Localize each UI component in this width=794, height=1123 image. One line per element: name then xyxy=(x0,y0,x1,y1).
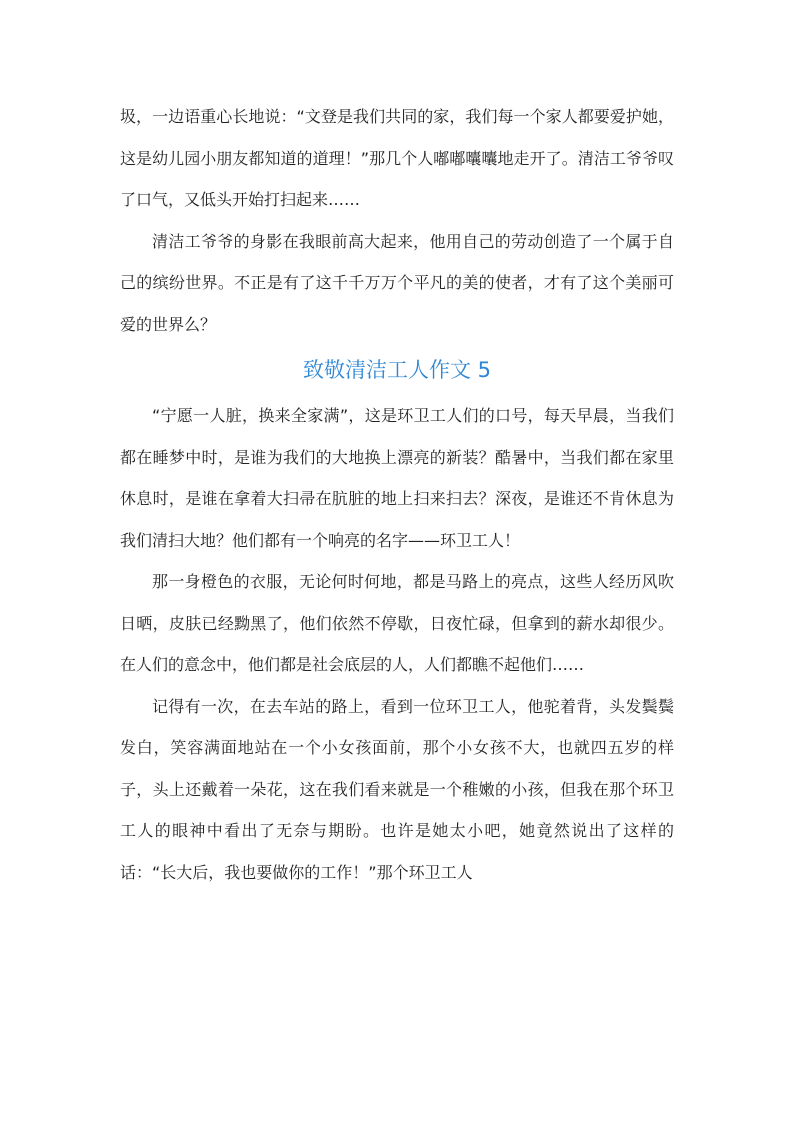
paragraph-continuation: 圾，一边语重心长地说：“文登是我们共同的家，我们每一个家人都要爱护她，这是幼儿园小朋友都知道的道理！”那几个人嘟嘟囔囔地走开了。清洁工爷爷叹了口气，又低头开始打扫起来…… xyxy=(120,107,674,209)
paragraph: 记得有一次，在去车站的路上，看到一位环卫工人，他驼着背，头发鬓鬓发白，笑容满面地站在一个小女孩面前，那个小女孩不大，也就四五岁的样子，头上还戴着一朵花，这在我们看来就是一个稚嫩的小孩，但我在那个环卫工人的眼神中看出了无奈与期盼。也许是她太小吧，她竟然说出了这样的话：“长大后，我也要做你的工作！”那个环卫工人 xyxy=(120,696,674,882)
document-page xyxy=(120,96,674,893)
paragraph: 那一身橙色的衣服，无论何时何地，都是马路上的亮点，这些人经历风吹日晒，皮肤已经黝黑了，他们依然不停歇，日夜忙碌，但拿到的薪水却很少。在人们的意念中，他们都是社会底层的人，人们都瞧不起他们…… xyxy=(120,572,674,674)
paragraph: 清洁工爷爷的身影在我眼前高大起来，他用自己的劳动创造了一个属于自己的缤纷世界。不正是有了这千千万万个平凡的美的使者，才有了这个美丽可爱的世界么？ xyxy=(120,231,674,334)
paragraph: “宁愿一人脏，换来全家满”，这是环卫工人们的口号，每天早晨，当我们都在睡梦中时，是谁为我们的大地换上漂亮的新装？酷暑中，当我们都在家里休息时，是谁在拿着大扫帚在肮脏的地上扫来扫去？深夜，是谁还不肯休息为我们清扫大地？他们都有一个响亮的名字——环卫工人！ xyxy=(120,406,674,550)
section-heading: 致敬清洁工人作文 5 xyxy=(302,358,492,382)
